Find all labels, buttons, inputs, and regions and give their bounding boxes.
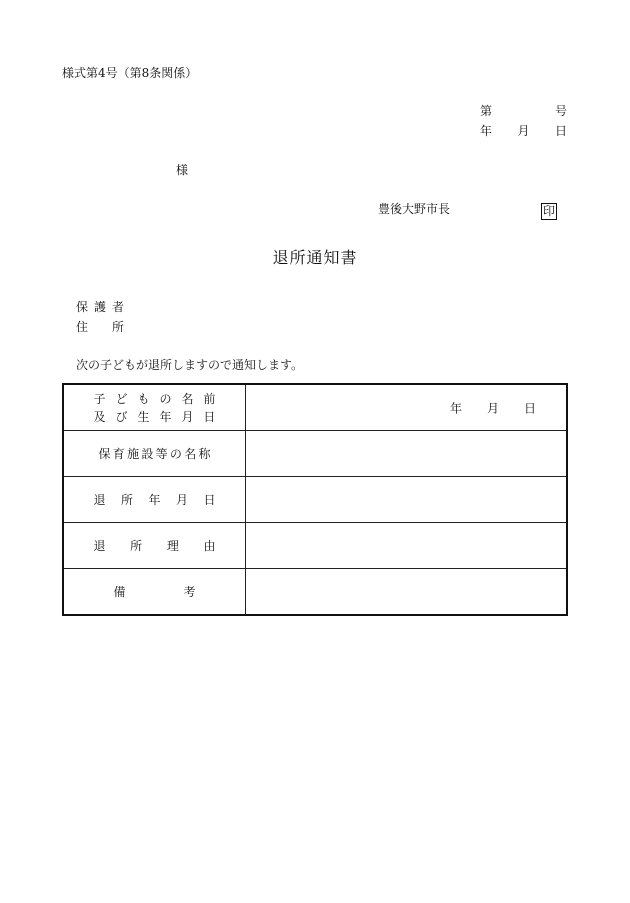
- issue-year-unit: 年: [480, 124, 493, 138]
- label-char: 所: [120, 493, 133, 507]
- label-char: 所: [130, 539, 143, 553]
- label-char: 及: [93, 409, 106, 424]
- label-char: 称: [198, 447, 211, 461]
- intro-text: 次の子どもが退所しますので通知します。: [76, 358, 304, 372]
- label-char: 育: [112, 447, 125, 461]
- guardian-char: 保: [76, 300, 89, 314]
- child-name-birthdate-field[interactable]: [246, 384, 568, 431]
- issuer-name: 豊後大野市長: [378, 202, 451, 216]
- guardian-char: 護: [93, 300, 106, 314]
- label-char: 月: [181, 409, 194, 424]
- label-char: 設: [141, 447, 154, 461]
- recipient-suffix: 様: [176, 163, 189, 177]
- document-number: [480, 104, 567, 118]
- address-char: 住: [76, 320, 89, 334]
- address-char: 所: [111, 320, 124, 334]
- remarks-field[interactable]: [246, 569, 568, 616]
- label-char: 前: [203, 391, 216, 406]
- notice-table: [62, 383, 568, 616]
- guardian-label: [76, 300, 124, 314]
- label-char: 等: [155, 447, 168, 461]
- leaving-date-field[interactable]: [246, 477, 568, 523]
- leaving-date-label: [63, 477, 246, 523]
- label-char: び: [115, 409, 128, 424]
- leaving-reason-field[interactable]: [246, 523, 568, 569]
- label-char: の: [169, 447, 182, 461]
- label-char: 名: [184, 447, 197, 461]
- doc-number-prefix: 第: [480, 104, 493, 118]
- label-char: 年: [159, 409, 172, 424]
- label-char: 子: [93, 391, 106, 406]
- label-char: 退: [93, 493, 106, 507]
- table-row: [63, 477, 567, 523]
- label-char: 考: [183, 585, 196, 599]
- label-char: 保: [98, 447, 111, 461]
- table-row: [63, 523, 567, 569]
- label-char: 退: [93, 539, 106, 553]
- label-char: 由: [203, 539, 216, 553]
- seal-mark: [541, 200, 557, 220]
- table-row: [63, 431, 567, 477]
- table-row: [63, 384, 567, 431]
- label-char: 理: [166, 539, 179, 553]
- issue-day-unit: 日: [554, 124, 567, 138]
- birth-day-unit: 日: [523, 401, 536, 415]
- facility-name-field[interactable]: [246, 431, 568, 477]
- label-char: の: [159, 391, 172, 406]
- guardian-char: 者: [111, 300, 124, 314]
- label-char: 月: [175, 493, 188, 507]
- label-char: 備: [113, 585, 126, 599]
- birthdate-units: [450, 399, 536, 416]
- table-row: [63, 569, 567, 616]
- label-char: 施: [127, 447, 140, 461]
- birth-month-unit: 月: [486, 401, 499, 415]
- issue-month-unit: 月: [517, 124, 530, 138]
- birth-year-unit: 年: [450, 401, 463, 415]
- label-char: 日: [203, 409, 216, 424]
- label-char: ど: [115, 391, 128, 406]
- form-number: 様式第4号（第8条関係）: [62, 66, 198, 80]
- address-label: [76, 320, 124, 334]
- issue-date: [480, 124, 567, 138]
- leaving-reason-label: [63, 523, 246, 569]
- label-char: も: [137, 391, 150, 406]
- label-char: 年: [148, 493, 161, 507]
- seal-label: 印: [543, 204, 556, 218]
- doc-number-suffix: 号: [554, 104, 567, 118]
- facility-name-label: [63, 431, 246, 477]
- document-title: 退所通知書: [272, 248, 358, 267]
- child-name-birthdate-label: [63, 384, 246, 431]
- child-name-line: [94, 390, 216, 408]
- remarks-label: [63, 569, 246, 616]
- label-char: 日: [203, 493, 216, 507]
- label-char: 名: [181, 391, 194, 406]
- birthdate-line: [94, 408, 216, 426]
- label-char: 生: [137, 409, 150, 424]
